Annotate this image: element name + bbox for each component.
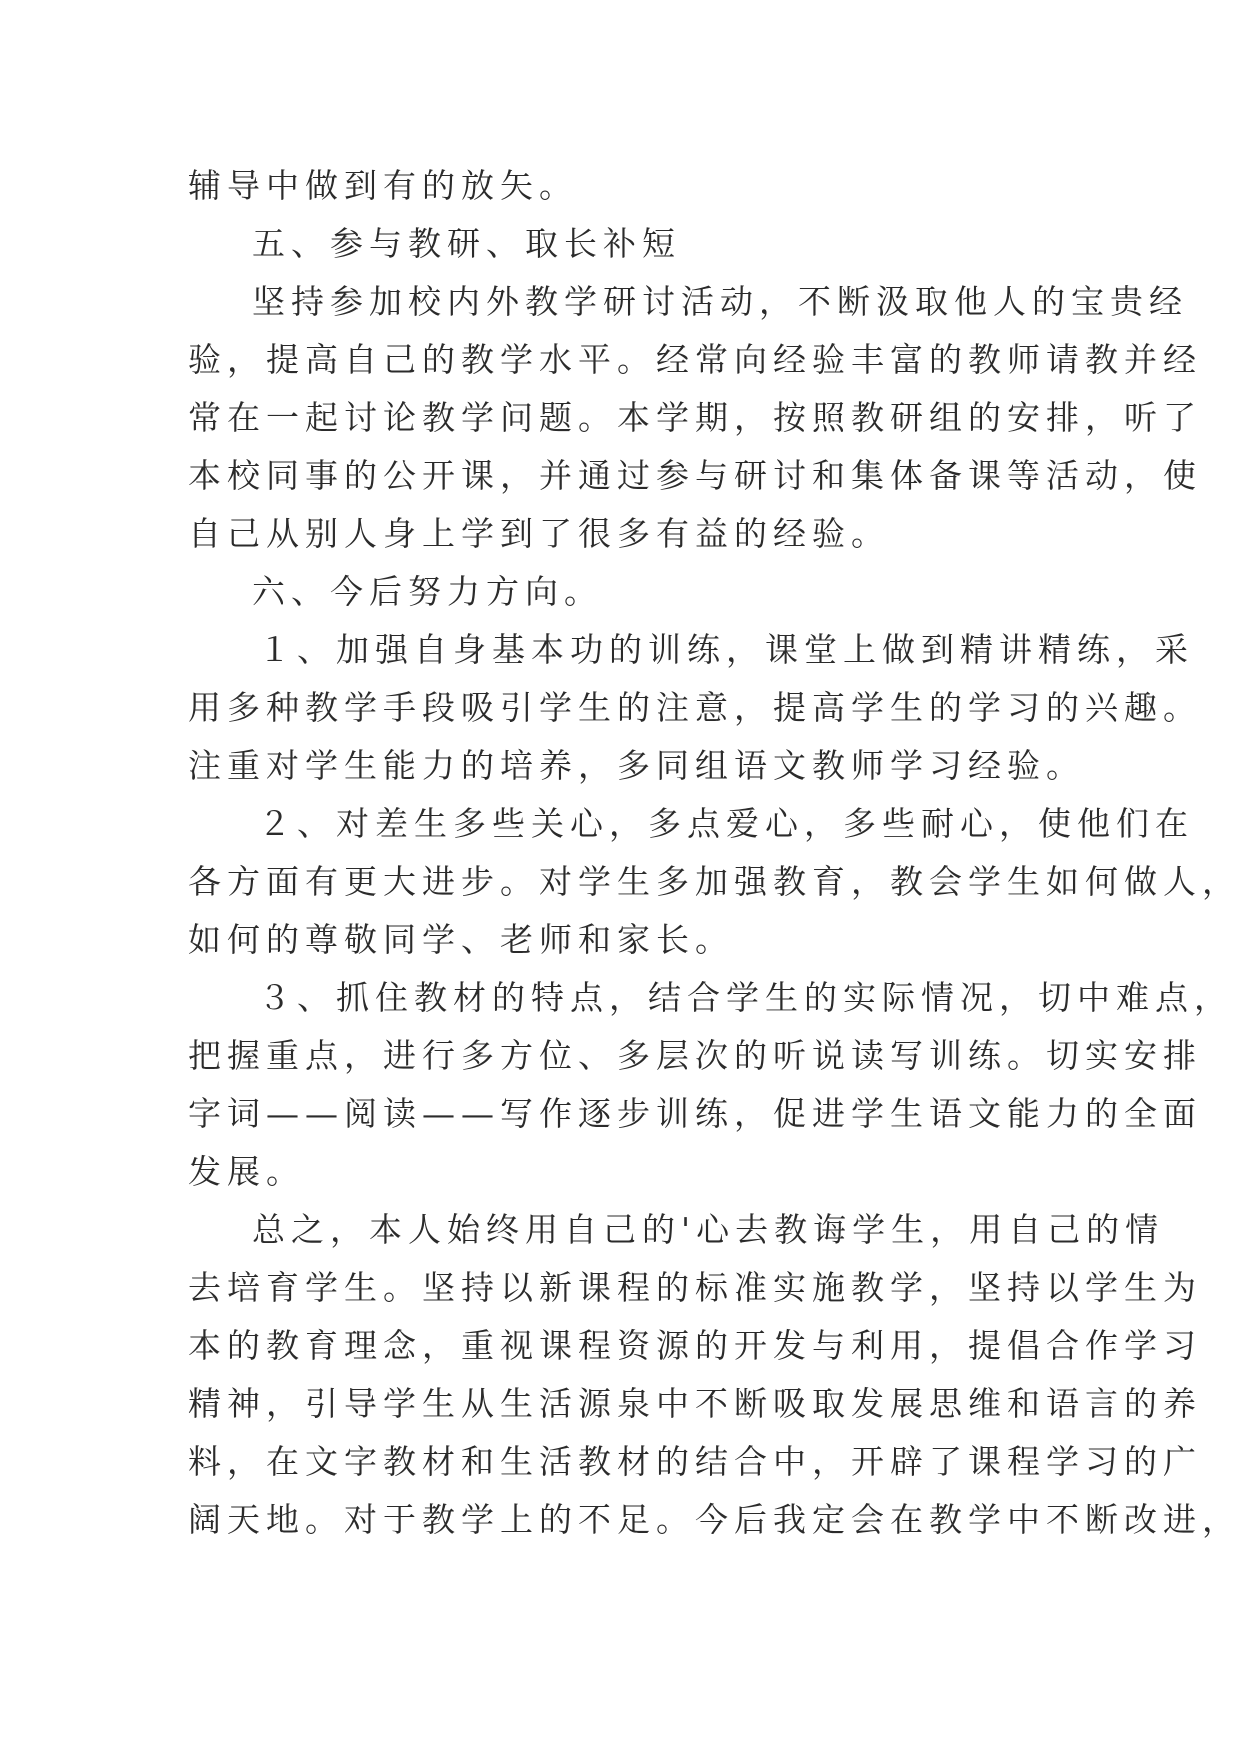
text-line: 去培育学生。坚持以新课程的标准实施教学，坚持以学生为 xyxy=(188,1268,1202,1307)
text-line: 料，在文字教材和生活教材的结合中，开辟了课程学习的广 xyxy=(188,1442,1202,1481)
list-item-1: １、加强自身基本功的训练，课堂上做到精讲精练，采 xyxy=(258,630,1194,669)
text-line: 坚持参加校内外教学研讨活动，不断汲取他人的宝贵经 xyxy=(252,282,1188,321)
text-line: 字词——阅读——写作逐步训练，促进学生语文能力的全面 xyxy=(188,1094,1202,1133)
text-line: 用多种教学手段吸引学生的注意，提高学生的学习的兴趣。 xyxy=(188,688,1202,727)
text-line: 阔天地。对于教学上的不足。今后我定会在教学中不断改进， xyxy=(188,1500,1241,1539)
text-line: 验，提高自己的教学水平。经常向经验丰富的教师请教并经 xyxy=(188,340,1202,379)
text-line: 自己从别人身上学到了很多有益的经验。 xyxy=(188,514,890,553)
section-heading: 六、今后努力方向。 xyxy=(252,572,603,611)
text-line: 各方面有更大进步。对学生多加强教育，教会学生如何做人， xyxy=(188,862,1241,901)
text-line: 辅导中做到有的放矢。 xyxy=(188,166,578,205)
text-line: 常在一起讨论教学问题。本学期，按照教研组的安排，听了 xyxy=(188,398,1202,437)
text-line: 如何的尊敬同学、老师和家长。 xyxy=(188,920,734,959)
text-line: 注重对学生能力的培养，多同组语文教师学习经验。 xyxy=(188,746,1085,785)
text-line: 精神，引导学生从生活源泉中不断吸取发展思维和语言的养 xyxy=(188,1384,1202,1423)
list-item-2: ２、对差生多些关心，多点爱心，多些耐心，使他们在 xyxy=(258,804,1194,843)
list-item-3: ３、抓住教材的特点，结合学生的实际情况，切中难点， xyxy=(258,978,1233,1017)
section-heading: 五、参与教研、取长补短 xyxy=(252,224,681,263)
summary-paragraph: 总之，本人始终用自己的'心去教诲学生，用自己的情 xyxy=(252,1210,1165,1249)
text-line: 把握重点，进行多方位、多层次的听说读写训练。切实安排 xyxy=(188,1036,1202,1075)
text-line: 本的教育理念，重视课程资源的开发与利用，提倡合作学习 xyxy=(188,1326,1202,1365)
text-line: 本校同事的公开课，并通过参与研讨和集体备课等活动，使 xyxy=(188,456,1202,495)
text-line: 发展。 xyxy=(188,1152,305,1191)
